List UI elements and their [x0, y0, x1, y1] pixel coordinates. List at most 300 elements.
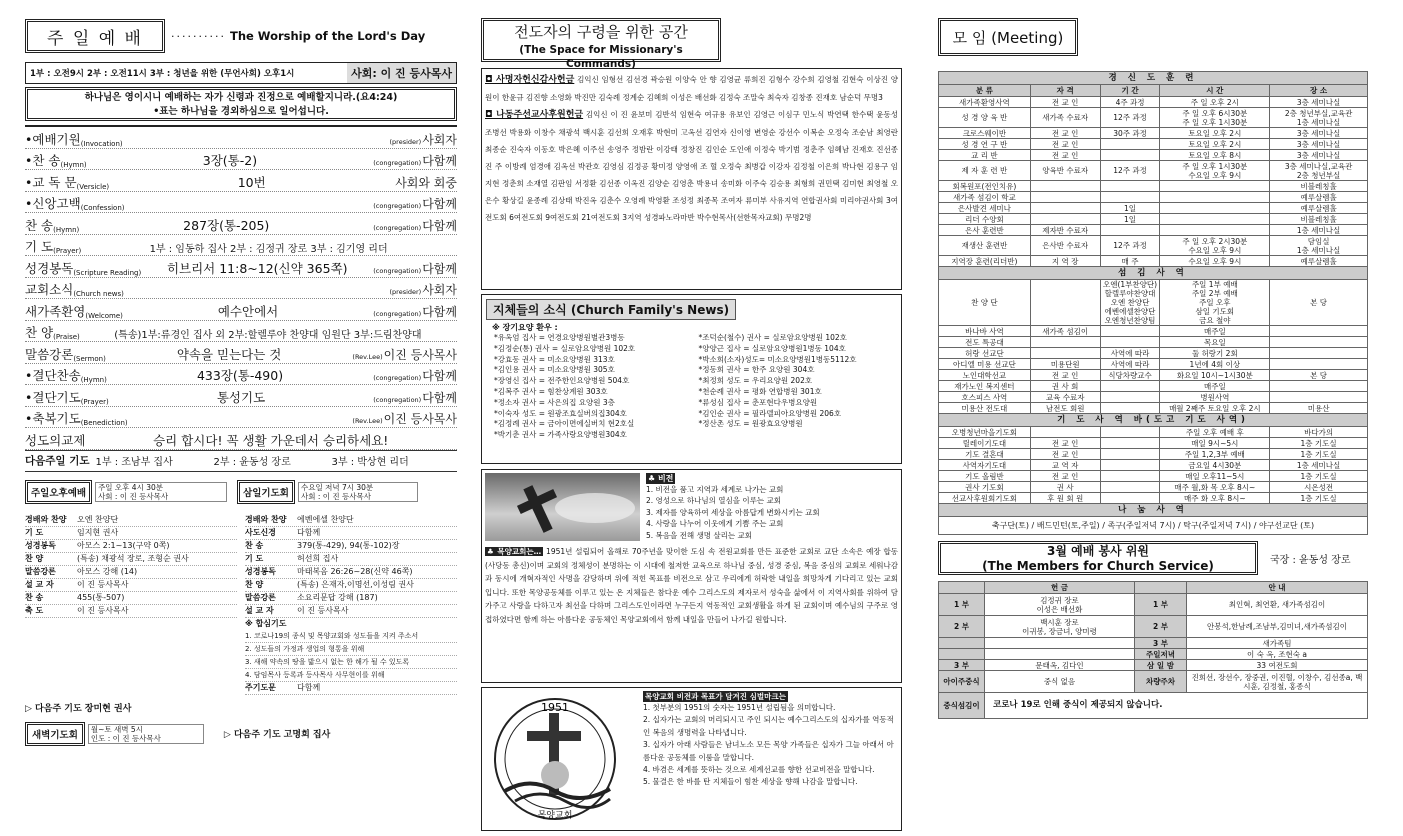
order-content: 예수안에서 [217, 303, 279, 319]
mission-column [481, 18, 902, 831]
order-right-text: 다함께 [422, 304, 457, 319]
cell-line: 전 교 인 [1051, 438, 1079, 448]
table-row [939, 150, 1368, 161]
news-item: *양양근 집사 = 실로암요양병원1병동 104호 [698, 343, 846, 353]
church-label: ♣ 목양교회는… [487, 547, 542, 557]
order-name: 말씀강론 [25, 346, 74, 362]
cell-line: 비블레칭홀 [1300, 214, 1337, 224]
table-cell [1270, 326, 1368, 337]
order-right [373, 260, 457, 277]
table-cell [1100, 192, 1160, 203]
cell-line: 비블레칭홀 [1300, 181, 1337, 191]
cell-line: 권 사 [1056, 482, 1074, 492]
table-cell [939, 236, 1031, 256]
table-cell [1100, 403, 1160, 414]
order-row [25, 428, 457, 450]
table-row [939, 392, 1368, 403]
table-row [939, 326, 1368, 337]
cell-line: 금요 철야 [1199, 316, 1231, 325]
order-right-text: 다함께 [422, 154, 457, 168]
cell-line: 12주 과정 [1113, 113, 1147, 122]
order-row [25, 514, 237, 527]
cell-line: 사역자기도대 [962, 460, 1007, 470]
table-cell [1160, 128, 1270, 139]
logo-item: 2. 십자가는 교회의 머리되시고 주인 되시는 예수그리스도의 십자가를 역동적인 복음의 생명력을 나타냅니다. [643, 715, 894, 737]
cell-line: 1층 기도실 [1300, 471, 1337, 481]
cell-line: 아디엘 미용 선교단 [953, 359, 1016, 369]
table-cell [1030, 192, 1100, 203]
order-right-en: (congregation) [373, 266, 422, 275]
table-cell [1030, 438, 1100, 449]
table-cell [939, 493, 1031, 504]
order-right-en: (congregation) [373, 374, 422, 382]
verse-line2: •표는 하나님을 경외하심으로 일어섭니다. [153, 106, 329, 117]
column-header: 분 류 [939, 85, 1031, 97]
next-wed-prayer: ▷ 다음주 기도 고명희 집사 [223, 730, 331, 740]
cell-line: 남전도 회원 [1045, 403, 1085, 413]
section-title: 나 눔 사 역 [939, 504, 1368, 517]
cell-line: 제자반 수료자 [1042, 225, 1089, 235]
next-prayer-label: 다음주일 기도 [25, 455, 90, 467]
news-item: *이숙자 성도 = 원광조효실버의집304호 [494, 408, 627, 418]
order-row [25, 235, 457, 257]
table-cell [1100, 381, 1160, 392]
table-cell [1030, 161, 1100, 181]
cell-line: 1층 기도실 [1300, 493, 1337, 503]
cell-line: 금요일 4시30분 [1188, 460, 1242, 470]
table-cell [1030, 449, 1100, 460]
table-cell [1160, 280, 1270, 326]
table-cell [1030, 337, 1100, 348]
cell-line: 주 일 오후 6시30분 [1182, 108, 1248, 118]
table-cell [1160, 370, 1270, 381]
order-en: (Confession) [80, 204, 125, 212]
table-cell [1160, 161, 1270, 181]
order-en: (Welcome) [85, 311, 123, 320]
table-cell [1270, 161, 1368, 181]
worship-column [25, 18, 457, 746]
table-cell [1030, 348, 1100, 359]
cell-line: 바나바 사역 [965, 326, 1004, 336]
cell-line: 문태옥, 김다인 [1035, 660, 1084, 670]
church-logo [485, 691, 635, 827]
order-key: 말씀강론 [25, 566, 56, 576]
cell-line: 주일 오후 [1199, 298, 1231, 307]
table-cell [1270, 403, 1368, 414]
table-row [939, 381, 1368, 392]
section-title: 기 도 사 역 바(도고 기도 사역) [939, 414, 1368, 427]
order-row [25, 192, 457, 214]
table-cell [1270, 493, 1368, 504]
cell-line: 찬 양 단 [971, 298, 998, 307]
table-cell [939, 128, 1031, 139]
table-cell [1030, 471, 1100, 482]
verse-line1: 하나님은 영이시니 예배하는 자가 신령과 진정으로 예배할지니라.(요4:24) [84, 92, 398, 103]
news-item: *최정희 성도 = 우리요양원 202호 [698, 376, 813, 386]
order-value: (특송) 채광석 장로, 조형순 권사 [77, 553, 189, 563]
table-cell [1100, 150, 1160, 161]
wed-closing: 주기도문 다함께 [245, 682, 457, 695]
cell-line: 주 일 오후 1시30분 [1182, 117, 1248, 127]
order-key: 축 도 [25, 605, 44, 615]
row-label: 3 부 [1135, 638, 1187, 649]
table-cell [1270, 359, 1368, 370]
cell-line: 할렐루야찬양대 [1104, 289, 1156, 298]
cell-line: 바다가의 [1304, 427, 1334, 437]
table-cell [1100, 139, 1160, 150]
order-key: 찬 송 [25, 592, 44, 602]
cell-line: 1일 [1124, 214, 1137, 224]
sky-cross-image [485, 473, 640, 541]
table-cell [1270, 128, 1368, 139]
cell-line: 매일 오후11~5시 [1185, 471, 1245, 481]
table-cell [1270, 236, 1368, 256]
row-label: 1 부 [939, 594, 985, 616]
table-cell [1270, 108, 1368, 128]
order-value: 오엔 찬양단 [77, 514, 119, 524]
table-cell [1160, 97, 1270, 108]
table-cell [1270, 256, 1368, 267]
cell-line: 사역에 따라 [1110, 359, 1150, 369]
order-right [390, 281, 458, 298]
service-title1: 3월 예배 봉사 위원 [1046, 544, 1150, 558]
worship-order [25, 125, 457, 450]
table-cell [1270, 381, 1368, 392]
cell-line: 담임실 [1307, 236, 1330, 246]
cell-line: 1년에 4회 이상 [1189, 359, 1241, 369]
table-cell [1030, 181, 1100, 192]
order-row [25, 321, 457, 343]
table-cell [1160, 150, 1270, 161]
cell-line: 미용산 [1307, 403, 1330, 413]
order-right [456, 241, 457, 255]
news-item: *정동희 권사 = 한주 요양원 304호 [698, 365, 815, 375]
table-row [939, 403, 1368, 414]
table-cell [939, 203, 1031, 214]
order-row [25, 149, 457, 171]
table-cell [1160, 225, 1270, 236]
table-cell [1160, 326, 1270, 337]
order-row [25, 566, 237, 579]
order-name: 성경봉독 [25, 260, 74, 276]
cell-line: 3층 세미나실 [1296, 97, 1341, 107]
cell-line: 에벤에셀찬양단 [1104, 307, 1156, 316]
news-item: *김인용 권사 = 미소요양병원 305호 [494, 365, 615, 375]
cell-line: 전 교 인 [1051, 471, 1079, 481]
news-item: *조덕순(철수) 권사 = 실로암요양병원 102호 [698, 333, 847, 342]
order-en: (Benediction) [80, 419, 128, 427]
blank-header [1135, 582, 1187, 594]
cell-line: 수요일 오후 9시 [1188, 256, 1242, 266]
order-key: 찬 양 [25, 553, 44, 563]
table-cell [939, 192, 1031, 203]
news-title: 지체들의 소식 (Church Family's News) [486, 299, 736, 320]
order-key: 기 도 [245, 553, 264, 563]
cell-line: 회복원포(전인치유) [952, 181, 1017, 191]
table-cell [1100, 471, 1160, 482]
next-pm-prayer: ▷ 다음주 기도 장미현 권사 [25, 703, 132, 714]
order-row [25, 527, 237, 540]
order-row [25, 553, 237, 566]
prayer-item: 2. 성도들의 가정과 생업의 형통을 위해 [245, 643, 457, 656]
table-cell [1160, 482, 1270, 493]
table-cell [1100, 449, 1160, 460]
cell-line: 1층 기도실 [1300, 438, 1337, 448]
row-value: 33 여전도회 [1187, 660, 1368, 671]
cell-line: 노인대학선교 [962, 370, 1007, 380]
table-row [939, 671, 1368, 693]
order-key: 경배와 찬양 [245, 514, 287, 524]
table-cell [1160, 427, 1270, 438]
row-value [985, 638, 1135, 649]
order-en: (Prayer) [80, 397, 109, 406]
table-cell [1270, 97, 1368, 108]
row-value: 안봉석,한남례,조남부,김미녀,새가족섬김이 [1187, 616, 1368, 638]
news-box [481, 294, 902, 464]
table-cell [1030, 236, 1100, 256]
cell-line: 미용단원 [1050, 359, 1080, 369]
church-text: 1951년 설립되어 올해로 70주년을 맞이한 도심 속 전원교회를 만든 표준한 교회로 교단 소속은 예장 합동(사당동 총신)이며 교회의 정체성이 분명하는 이 시대에 철저한 교육으로 하나님 중심, 성경 중심, 복음 중심의 교회로 세워나감과 동시에 개혁자적인 사명을 감당하며 위에 적힌 목표를 비전으로 삼고 우리에게 허락한 내일을 희망차게 기다리고 있는 교회입니다. 또한 목양공동체를 이루고 있는 온 지체들은 참다운 예수 그리스도의 제자로서 성숙을 삶에서 이 지역사회를 위하여 담가주고 사랑을 다하고자 최선을 다하며 그리스도인이라면 누구든지 역동적인 교회생활을 하게 된 교회이며 예수님의 구주로 영접하였다면 함께 하는 아름다운 공동체인 목양교회에서 함께 내일을 만들어 나가길 원합니다. [485, 547, 899, 624]
order-name: •예배기원 [25, 131, 81, 147]
order-value: 이 진 등사목사 [77, 605, 129, 615]
table-cell [1100, 337, 1160, 348]
offering1-names: 김익신 임형선 김선경 곽승원 이양숙 안 향 김영균 류희진 김형수 강수희 김영철 김현숙 이상진 양원이 한윤규 김진향 소영화 박진만 김숙례 정계순 김혜희 이성은 배선화 김정숙 조말숙 최숙자 김창종 진재호 남순덕 무명3 [485, 75, 898, 102]
row-value [985, 671, 1135, 693]
news-item: *천순례 권사 = 평화 연합병원 301호 [698, 386, 822, 396]
church-logo-icon [485, 691, 635, 827]
table-cell [1160, 392, 1270, 403]
order-content: 약속을 믿는다는 것 [176, 346, 282, 362]
worship-dots: ·········· [171, 29, 226, 43]
order-content: 287장(통-205) [183, 217, 270, 233]
vision-item: 3. 제자를 양육하여 세상을 아름답게 변화시키는 교회 [646, 507, 820, 517]
cell-line: 30주 과정 [1113, 128, 1147, 138]
cell-line: 예루살렘홀 [1300, 203, 1337, 213]
order-right [352, 346, 457, 363]
table-cell [1270, 150, 1368, 161]
cell-line: 전 교 인 [1051, 139, 1079, 149]
cell-line: 1일 [1124, 203, 1137, 213]
row-label: 3 부 [939, 660, 985, 671]
offering-box [481, 68, 902, 290]
order-row [25, 256, 457, 278]
order-en: (Invocation) [80, 139, 123, 148]
row-label: 아이주중식 [939, 671, 985, 693]
order-content: 1부 : 임동하 집사 2부 : 김정귀 장로 3부 : 김기영 리더 [149, 244, 388, 255]
cell-line: 사역에 따라 [1110, 348, 1150, 358]
dawn-label: 새벽기도회 [25, 722, 85, 746]
cell-line: 교 역 자 [1051, 460, 1079, 470]
table-cell [1030, 128, 1100, 139]
table-row [939, 203, 1368, 214]
cell-line: 양육반 수료자 [1042, 166, 1089, 175]
cell-line: 허랑 선교단 [965, 348, 1004, 358]
table-cell [1160, 403, 1270, 414]
table-row [939, 493, 1368, 504]
table-cell [939, 326, 1031, 337]
row-label: 삼 일 밤 [1135, 660, 1187, 671]
table-cell [1100, 392, 1160, 403]
order-row [25, 342, 457, 364]
table-cell [1100, 256, 1160, 267]
row-value: 새가족팀 [1187, 638, 1368, 649]
table-cell [1030, 280, 1100, 326]
order-right-text: 다함께 [422, 218, 457, 233]
next-prayer-3: 3부 : 박상현 리더 [331, 457, 409, 468]
table-row [939, 449, 1368, 460]
table-cell [1270, 225, 1368, 236]
table-row [939, 660, 1368, 671]
cell-line: 전 교 인 [1051, 97, 1079, 107]
cell-line: 기도 결혼대 [965, 449, 1004, 459]
order-right [394, 174, 457, 191]
table-cell [1270, 460, 1368, 471]
news-item: *류성심 집사 = 춘포현다우병요양원 [698, 397, 818, 407]
row-label: 1 부 [1135, 594, 1187, 616]
table-header [939, 582, 1368, 594]
order-right [456, 435, 457, 449]
news-right [699, 333, 898, 430]
order-name: 기 도 [25, 239, 54, 254]
table-cell [1270, 337, 1368, 348]
table-row [939, 460, 1368, 471]
vision-item: 2. 영성으로 하나님의 열심을 이루는 교회 [646, 496, 781, 506]
table-cell [939, 139, 1031, 150]
table-row [939, 128, 1368, 139]
order-value: 379(통-429), 94(통-102)장 [297, 540, 400, 550]
table-cell [1270, 139, 1368, 150]
table-row [939, 337, 1368, 348]
logo-item: 3. 십자가 아래 사람들은 남녀노소 모든 목양 가족들은 십자가 그늘 아래서 아름다운 공동체를 이룸을 말합니다. [643, 740, 894, 762]
row-value [985, 616, 1135, 638]
order-en: (Hymn) [53, 225, 80, 234]
dawn-time: 월~토 새벽 5시 [90, 724, 143, 734]
table-cell [1100, 225, 1160, 236]
table-cell [1270, 392, 1368, 403]
order-en: (Scripture Reading) [73, 268, 142, 277]
cell-line: 토요일 오후 2시 [1188, 128, 1242, 138]
order-right-text: 이진 등사목사 [383, 347, 457, 362]
order-right-en: (congregation) [373, 202, 422, 210]
table-cell [1030, 203, 1100, 214]
table-cell [939, 348, 1031, 359]
table-cell [1160, 256, 1270, 267]
prayer-item: 4. 담임목사 등록과 등사목사 사무현이를 위해 [245, 669, 457, 682]
news-item: *김정례 권사 = 금아이면에실버치 현2호실 [494, 419, 635, 429]
table-cell [939, 460, 1031, 471]
service-chief: 국장 : 윤동성 장로 [1270, 554, 1351, 566]
church-box [481, 469, 902, 683]
share-row [939, 517, 1368, 535]
sunday-pm-leader: 사회 : 이 진 등사목사 [98, 491, 169, 501]
order-key: 성경봉독 [245, 566, 276, 576]
table-cell [1030, 392, 1100, 403]
table-row [939, 370, 1368, 381]
table-cell [1160, 359, 1270, 370]
vision-item: 5. 복음을 전해 생명 살리는 교회 [646, 530, 753, 540]
order-row [25, 278, 457, 300]
wed-label: 삼일기도회 [237, 480, 295, 504]
table-cell [939, 97, 1031, 108]
order-content: 승리 합시다! 꼭 생활 가운데서 승리하세요! [153, 432, 389, 448]
order-name: 새가족환영 [25, 303, 86, 319]
order-row [245, 566, 457, 579]
order-key: 사도신경 [245, 527, 276, 537]
order-row [245, 592, 457, 605]
order-name: •찬 송 [25, 153, 61, 168]
table-cell [1100, 427, 1160, 438]
order-name: 성도의교제 [25, 432, 86, 448]
cell-line: 전도 특공대 [965, 337, 1004, 347]
table-cell [1270, 203, 1368, 214]
cell-line: 예루살렘홀 [1300, 256, 1337, 266]
row-value [985, 660, 1135, 671]
table-cell [1160, 139, 1270, 150]
table-cell [939, 427, 1031, 438]
wed-prayer-title: ※ 합심기도 [245, 618, 287, 628]
order-en: (Sermon) [73, 354, 106, 363]
cell-line: 성 경 연 구 반 [961, 139, 1008, 149]
share-text: 축구단(토) / 배드민턴(토,주일) / 족구(주일저녁 7시) / 탁구(주일저녁 7시) / 야구선교단 (토) [939, 517, 1368, 535]
order-en: (Praise) [53, 333, 80, 341]
table-cell [1030, 256, 1100, 267]
order-right-text: 다함께 [422, 261, 457, 276]
news-item: *박소희(소자)성도= 미소요양병원1병동5112호 [698, 354, 857, 364]
cell-line: 권 사 회 [1051, 381, 1079, 391]
cell-line: 오엔청년찬양팀 [1104, 316, 1156, 325]
order-right-en: (Rev.Lee) [352, 352, 383, 361]
order-content: 통성기도 [216, 389, 266, 405]
news-sub: ※ 장기요양 환우 : [492, 323, 558, 332]
table-cell [1270, 192, 1368, 203]
cell-line: 매 주 [1121, 256, 1139, 266]
cell-line: 4주 과정 [1115, 97, 1145, 107]
order-row [245, 540, 457, 553]
order-name: •신앙고백 [25, 196, 81, 211]
cell-line: 주 일 오후 1시30분 [1182, 161, 1248, 171]
table-cell [1030, 381, 1100, 392]
sunday-pm-label: 주일오후예배 [25, 480, 92, 504]
cell-line: 은사발견 세미나 [957, 203, 1011, 213]
service-title-box [938, 541, 1258, 575]
cell-line: 지역장 훈련(리더반) [951, 256, 1018, 266]
table-row [939, 471, 1368, 482]
row-label [939, 638, 985, 649]
order-key: 말씀강론 [245, 592, 276, 602]
table-cell [1100, 108, 1160, 128]
order-content: 히브리서 11:8~12(신약 365쪽) [166, 260, 348, 276]
cell-line: 재생산 훈련반 [961, 241, 1008, 250]
table-row [939, 693, 1368, 719]
cell-line: 1층 세미나실 [1296, 245, 1341, 255]
worship-subtitle: The Worship of the Lord's Day [229, 29, 426, 43]
table-cell [1270, 370, 1368, 381]
order-value: 임지현 권사 [77, 527, 119, 537]
service-table [938, 581, 1368, 719]
table-cell [1100, 493, 1160, 504]
table-row [939, 225, 1368, 236]
cell-line: 주일 오후 예배 후 [1185, 427, 1244, 437]
column-header: 헌 금 [985, 582, 1135, 594]
section-title: 섬 김 사 역 [939, 267, 1368, 280]
table-cell [1270, 471, 1368, 482]
cell-line: 오엔 찬양단 [1110, 298, 1150, 307]
logo-label: 목양교회 비전과 목표가 담겨진 심벌마크는 [645, 692, 786, 701]
next-prayer [25, 450, 457, 472]
offering2-label: ◘ 나동주선교사후원헌금 [485, 110, 584, 120]
table-cell [1160, 471, 1270, 482]
order-row [245, 553, 457, 566]
